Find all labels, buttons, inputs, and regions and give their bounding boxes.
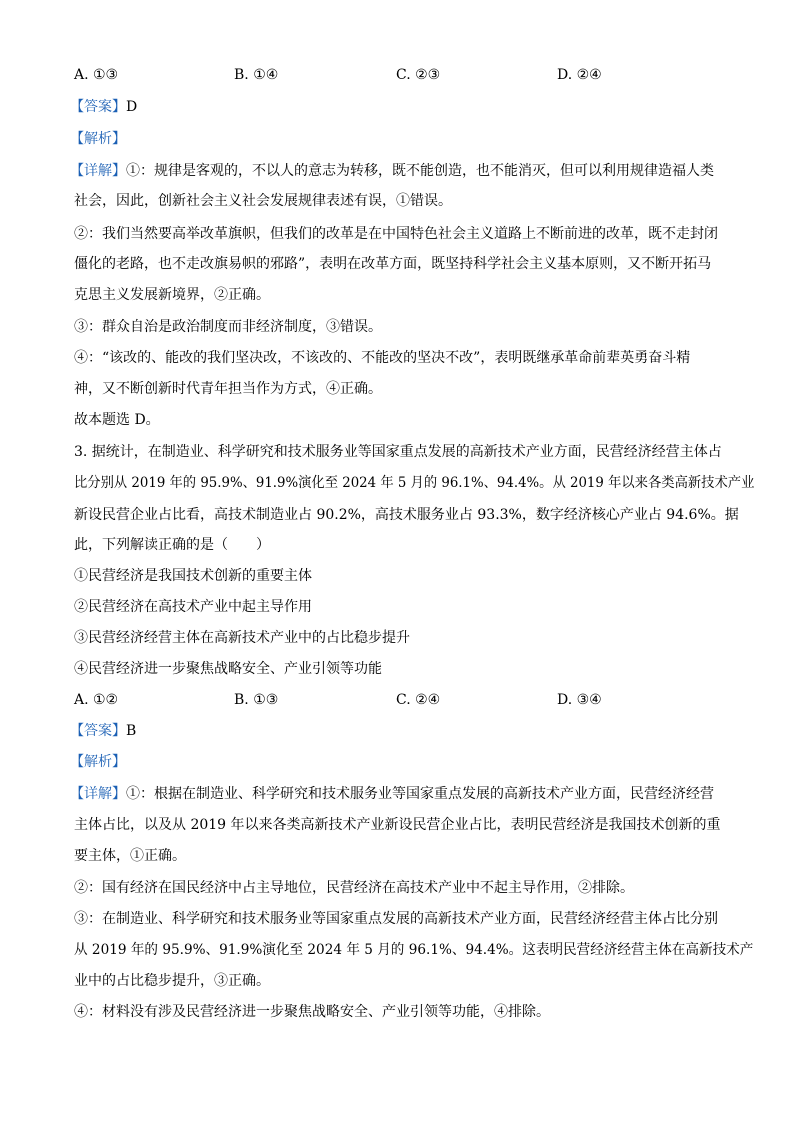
q3-options (74, 690, 734, 710)
q3-statement-1: ①民营经济是我国技术创新的重要主体 (74, 568, 312, 584)
q3-detail-line-0 (70, 784, 714, 804)
q3-detail-line-5: 从 2019 年的 95.9%、91.9%演化至 2024 年 5 月的 96.1%、94.4%。这表明民营经济经营主体在高新技术产 (74, 942, 754, 958)
q3-option-b: B. ①③ (234, 692, 279, 708)
q2-option-b: B. ①④ (234, 67, 279, 83)
q2-detail-line-6: ④：“该改的、能改的我们坚决改，不该改的、不能改的坚决不改”，表明既继承革命前辈英勇奋斗精 (74, 350, 691, 366)
q3-detail-line-1: 主体占比，以及从 2019 年以来各类高新技术产业新设民营企业占比，表明民营经济是我国技术创新的重 (74, 817, 721, 833)
q3-answer (70, 721, 136, 741)
q3-option-c: C. ②④ (396, 692, 441, 708)
q3-option-a: A. ①② (74, 692, 119, 708)
q3-detail-text-0: ①：根据在制造业、科学研究和技术服务业等国家重点发展的高新技术产业方面，民营经济经营 (126, 786, 714, 802)
q3-detail-line-3: ②：国有经济在国民经济中占主导地位，民营经济在高技术产业中不起主导作用，②排除。 (74, 880, 634, 896)
q2-detail-line-0 (70, 161, 714, 181)
q2-detail-line-1: 社会，因此，创新社会主义社会发展规律表述有误，①错误。 (74, 193, 452, 209)
q2-detail-line-8: 故本题选 D。 (74, 412, 160, 428)
q2-answer-value: D (126, 99, 138, 115)
q3-detail-tag: 【详解】 (70, 786, 126, 802)
q3-stem-line-1: 比分别从 2019 年的 95.9%、91.9%演化至 2024 年 5 月的 96.1%、94.4%。从 2019 年以来各类高新技术产业 (74, 475, 755, 491)
q3-detail-line-2: 要主体，①正确。 (74, 848, 186, 864)
q3-statement-3: ③民营经济经营主体在高新技术产业中的占比稳步提升 (74, 630, 410, 646)
q3-answer-value: B (126, 723, 137, 739)
q2-answer-tag: 【答案】 (70, 99, 126, 115)
q2-analysis-heading (70, 129, 126, 149)
q3-analysis-heading (70, 752, 126, 772)
q2-detail-tag: 【详解】 (70, 163, 126, 179)
q2-option-d: D. ②④ (557, 67, 602, 83)
q2-detail-line-2: ②：我们当然要高举改革旗帜，但我们的改革是在中国特色社会主义道路上不断前进的改革，既不走封闭 (74, 226, 718, 242)
q3-detail-line-6: 业中的占比稳步提升，③正确。 (74, 973, 270, 989)
q3-option-d: D. ③④ (557, 692, 602, 708)
q3-stem-line-0: 3. 据统计，在制造业、科学研究和技术服务业等国家重点发展的高新技术产业方面，民营经济经营主体占 (74, 444, 722, 460)
q2-detail-line-5: ③：群众自治是政治制度而非经济制度，③错误。 (74, 319, 382, 335)
q2-answer (70, 97, 137, 117)
q2-detail-text-0: ①：规律是客观的，不以人的意志为转移，既不能创造，也不能消灭，但可以利用规律造福人类 (126, 163, 714, 179)
q2-option-a: A. ①③ (74, 67, 119, 83)
q2-detail-line-4: 克思主义发展新境界，②正确。 (74, 287, 270, 303)
q2-option-c: C. ②③ (396, 67, 441, 83)
q2-detail-line-3: 僵化的老路，也不走改旗易帜的邪路”，表明在改革方面，既坚持科学社会主义基本原则，又不断开拓马 (74, 256, 712, 272)
q3-stem-line-3: 此，下列解读正确的是（ ） (74, 537, 270, 553)
q3-stem-line-2: 新设民营企业占比看，高技术制造业占 90.2%，高技术服务业占 93.3%，数字经济核心产业占 94.6%。据 (74, 507, 739, 523)
q3-detail-line-7: ④：材料没有涉及民营经济进一步聚焦战略安全、产业引领等功能，④排除。 (74, 1004, 550, 1020)
q2-detail-line-7: 神，又不断创新时代青年担当作为方式，④正确。 (74, 381, 382, 397)
q3-statement-4: ④民营经济进一步聚焦战略安全、产业引领等功能 (74, 661, 382, 677)
q3-analysis-tag: 【解析】 (70, 754, 126, 770)
q2-options (74, 65, 734, 85)
q2-analysis-tag: 【解析】 (70, 131, 126, 147)
q3-statement-2: ②民营经济在高技术产业中起主导作用 (74, 599, 312, 615)
q3-answer-tag: 【答案】 (70, 723, 126, 739)
q3-detail-line-4: ③：在制造业、科学研究和技术服务业等国家重点发展的高新技术产业方面，民营经济经营主体占比分别 (74, 911, 718, 927)
